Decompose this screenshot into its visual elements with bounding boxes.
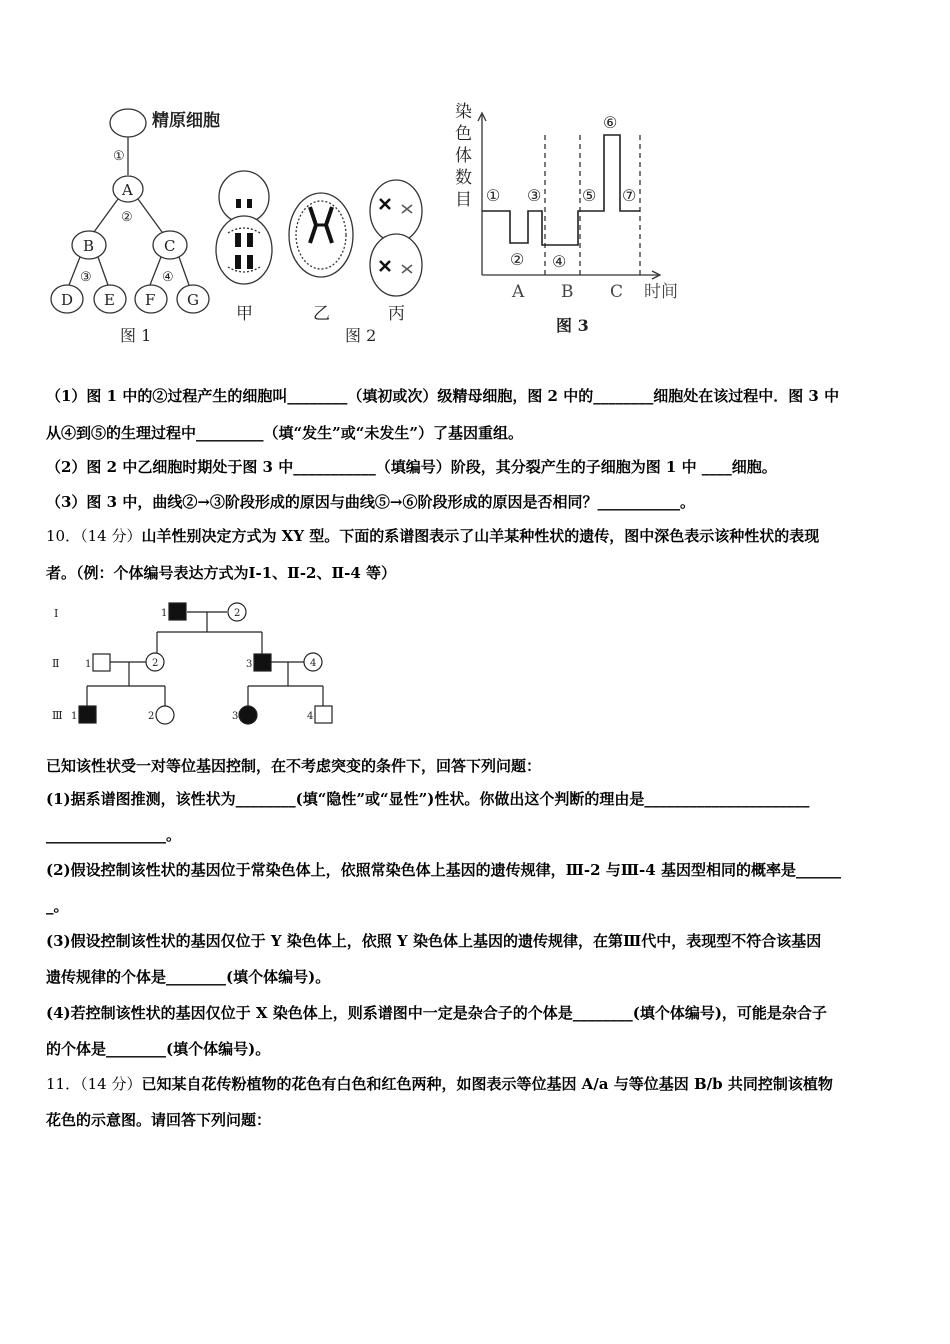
svg-text:⑤: ⑤ [582, 186, 597, 205]
gen-label-1: Ⅰ [54, 607, 59, 620]
individual-III-4 [315, 706, 332, 723]
q11-stem-line2: 花色的示意图。请回答下列问题： [46, 1111, 272, 1129]
q10-sub1-line1: (1)据系谱图推测，该性状为________(填“隐性”或“显性”)性状。你做出这个判断的理由是______________________ [46, 790, 810, 808]
svg-text:D: D [61, 291, 74, 309]
fig1-top-label: 精原细胞 [152, 111, 220, 131]
figure-2 [216, 171, 422, 345]
individual-III-1 [79, 706, 96, 723]
fig3-curve [482, 135, 640, 245]
figure-1 [51, 109, 220, 345]
fig3-tick-b: B [561, 282, 574, 302]
individual-III-3 [239, 706, 257, 724]
q10-number: 10．（14 分） [46, 527, 142, 545]
svg-text:2: 2 [148, 711, 155, 722]
svg-text:3: 3 [246, 659, 253, 670]
fig1-step-4: ④ [162, 270, 174, 285]
q10-sub3-line2: 遗传规律的个体是________(填个体编号)。 [46, 968, 331, 986]
q10-sub2-line2: _。 [46, 897, 69, 915]
q9-part1-line1: （1）图 1 中的②过程产生的细胞叫________（填初或次）级精母细胞，图 2 中的________细胞处在该过程中．图 3 中 [46, 387, 840, 405]
cell-jia-label: 甲 [236, 304, 253, 324]
fig3-x-label: 时间 [644, 282, 678, 302]
individual-II-3 [254, 654, 271, 671]
q11-number: 11．（14 分） [46, 1075, 142, 1093]
fig1-step-1: ① [113, 149, 125, 164]
svg-text:4: 4 [310, 658, 317, 669]
cell-bing-label: 丙 [388, 304, 405, 324]
svg-text:E: E [104, 291, 115, 309]
fig3-tick-a: A [512, 282, 525, 302]
q10-intro: 已知该性状受一对等位基因控制，在不考虑突变的条件下，回答下列问题： [46, 757, 542, 775]
pedigree-chart [40, 592, 360, 734]
q10-sub4-line1: (4)若控制该性状的基因仅位于 X 染色体上，则系谱图中一定是杂合子的个体是________(填个体编号)，可能是杂合子 [46, 1004, 827, 1022]
gen-label-2: Ⅱ [52, 657, 60, 670]
svg-text:⑥: ⑥ [603, 113, 618, 132]
svg-text:A: A [122, 181, 133, 199]
q11-stem-line1: 11．（14 分）已知某自花传粉植物的花色有白色和红色两种，如图表示等位基因 A/a 与等位基因 B/b 共同控制该植物 [46, 1075, 833, 1093]
q9-part1-line2: 从④到⑤的生理过程中_________（填“发生”或“未发生”）了基因重组。 [46, 424, 524, 442]
spermatogonium-cell [110, 109, 146, 137]
svg-text:1: 1 [161, 608, 168, 619]
svg-text:F: F [145, 291, 156, 309]
fig3-tick-c: C [610, 282, 624, 302]
q10-stem-line2: 者。（例：个体编号表达方式为Ⅰ-1、Ⅱ-2、Ⅱ-4 等） [46, 564, 397, 582]
svg-text:③: ③ [527, 186, 542, 205]
q10-sub1-line2: ________________。 [46, 826, 182, 844]
individual-III-2 [156, 706, 174, 724]
svg-text:B: B [83, 237, 95, 255]
q9-part3: （3）图 3 中，曲线②→③阶段形成的原因与曲线⑤→⑥阶段形成的原因是否相同？___________。 [46, 493, 695, 511]
svg-text:3: 3 [232, 711, 239, 722]
q10-stem-line1: 10．（14 分）山羊性别决定方式为 XY 型。下面的系谱图表示了山羊某种性状的遗传，图中深色表示该种性状的表现 [46, 527, 820, 545]
svg-text:④: ④ [552, 252, 567, 271]
svg-text:①: ① [486, 186, 501, 205]
fig2-caption: 图 2 [345, 326, 377, 345]
svg-text:⑦: ⑦ [622, 186, 637, 205]
svg-text:②: ② [510, 250, 525, 269]
q10-sub3-line1: (3)假设控制该性状的基因仅位于 Y 染色体上，依照 Y 染色体上基因的遗传规律，在第Ⅲ代中，表现型不符合该基因 [46, 932, 822, 950]
svg-text:2: 2 [152, 658, 159, 669]
svg-text:1: 1 [71, 711, 78, 722]
q9-part2: （2）图 2 中乙细胞时期处于图 3 中___________（填编号）阶段，其分裂产生的子细胞为图 1 中 ____细胞。 [46, 458, 777, 476]
cell-yi-label: 乙 [313, 304, 330, 324]
fig1-caption: 图 1 [120, 326, 152, 345]
fig1-step-3: ③ [80, 270, 92, 285]
svg-text:1: 1 [85, 659, 92, 670]
fig1-step-2: ② [121, 210, 133, 225]
figure-3 [455, 102, 678, 335]
cell-jia [216, 171, 272, 324]
fig3-caption: 图 3 [556, 316, 589, 335]
fig3-y-label: 染 色 体 数 目 [455, 102, 472, 210]
svg-text:G: G [187, 291, 199, 309]
q10-sub4-line2: 的个体是________(填个体编号)。 [46, 1040, 271, 1058]
cell-yi [289, 193, 353, 324]
q10-sub2-line1: (2)假设控制该性状的基因位于常染色体上，依照常染色体上基因的遗传规律，Ⅲ-2 与Ⅲ-4 基因型相同的概率是______ [46, 861, 841, 879]
svg-text:C: C [164, 237, 176, 255]
cell-bing [370, 180, 422, 324]
figure-row [40, 95, 740, 360]
svg-text:4: 4 [307, 711, 314, 722]
gen-label-3: Ⅲ [52, 709, 63, 722]
svg-text:2: 2 [234, 608, 241, 619]
individual-II-1 [93, 654, 110, 671]
individual-I-1 [169, 603, 186, 620]
